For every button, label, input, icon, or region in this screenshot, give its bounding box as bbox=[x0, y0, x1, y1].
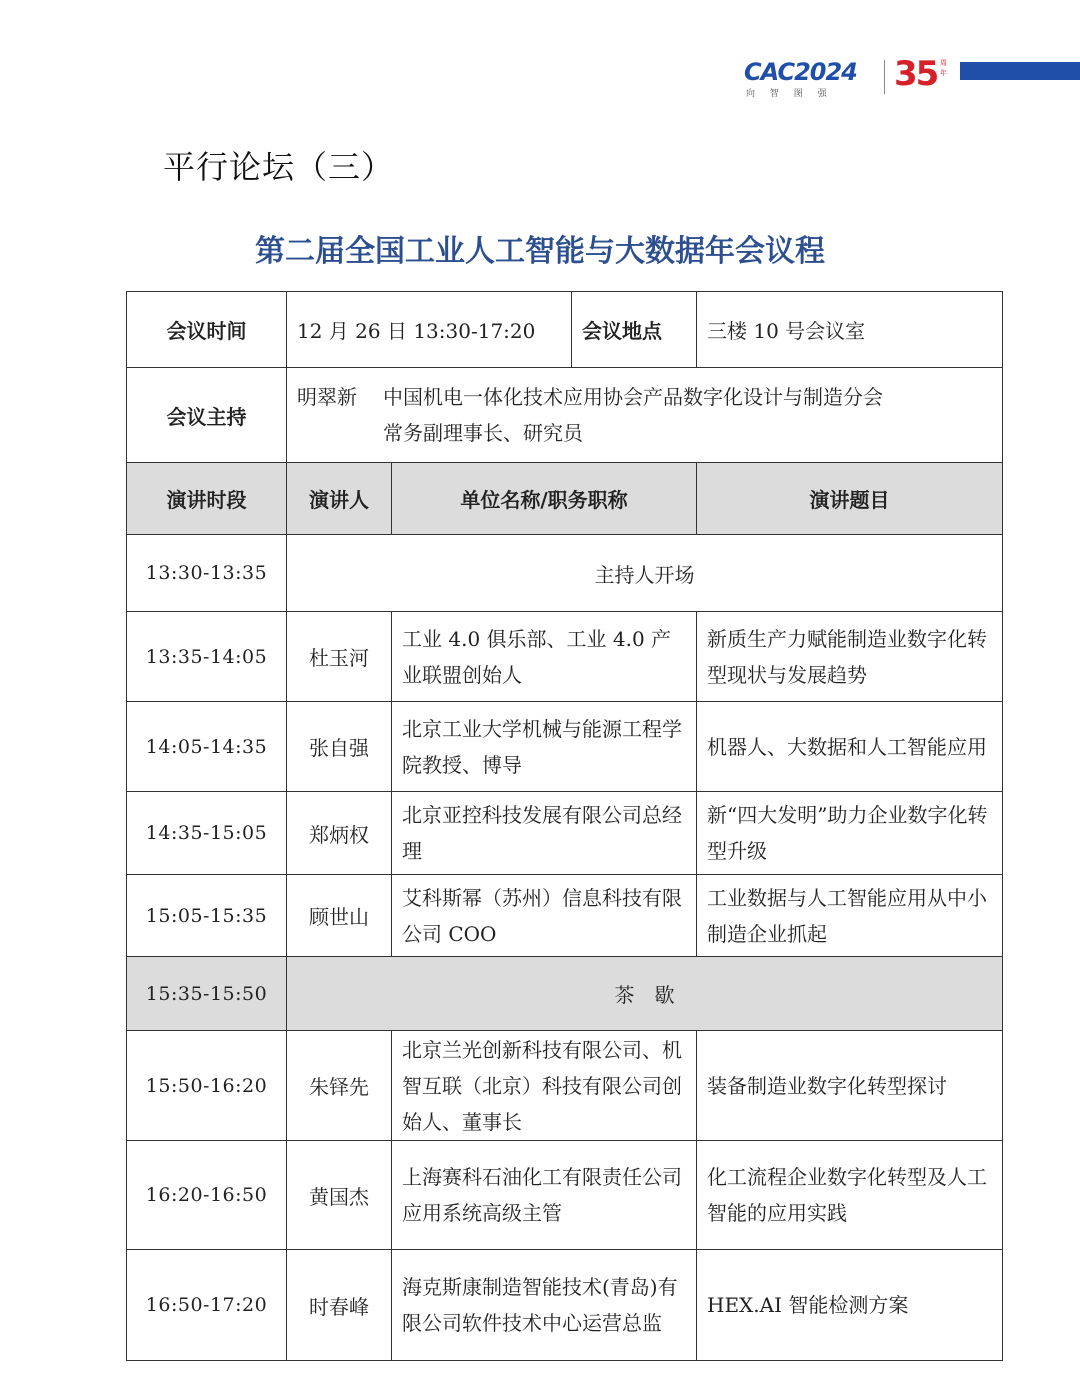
row-org: 工业 4.0 俱乐部、工业 4.0 产业联盟创始人 bbox=[392, 612, 697, 702]
anniversary-sup: 周年 bbox=[940, 59, 947, 77]
host-row bbox=[127, 368, 1003, 463]
row-topic: 新质生产力赋能制造业数字化转型现状与发展趋势 bbox=[697, 612, 1003, 702]
row-speaker: 时春峰 bbox=[287, 1250, 392, 1361]
row-full: 茶 歇 bbox=[287, 957, 1003, 1031]
row-topic: 工业数据与人工智能应用从中小制造企业抓起 bbox=[697, 875, 1003, 957]
row-time: 13:30-13:35 bbox=[127, 535, 287, 612]
host-label: 会议主持 bbox=[127, 368, 287, 463]
host-name: 明翠新 bbox=[297, 385, 357, 409]
time-value: 12 月 26 日 13:30-17:20 bbox=[287, 292, 572, 368]
row-topic: HEX.AI 智能检测方案 bbox=[697, 1250, 1003, 1361]
row-time: 15:05-15:35 bbox=[127, 875, 287, 957]
host-title-line2: 常务副理事长、研究员 bbox=[383, 421, 583, 445]
host-title-line1: 中国机电一体化技术应用协会产品数字化设计与制造分会 bbox=[383, 385, 883, 409]
agenda-row bbox=[127, 1250, 1003, 1361]
header-accent-bar bbox=[960, 62, 1080, 80]
row-speaker: 朱铎先 bbox=[287, 1031, 392, 1141]
row-topic: 化工流程企业数字化转型及人工智能的应用实践 bbox=[697, 1141, 1003, 1250]
row-time: 16:20-16:50 bbox=[127, 1141, 287, 1250]
row-topic: 新“四大发明”助力企业数字化转型升级 bbox=[697, 792, 1003, 875]
logo-text: CAC2024 bbox=[744, 58, 857, 86]
row-speaker: 顾世山 bbox=[287, 875, 392, 957]
row-org: 艾科斯幂（苏州）信息科技有限公司 COO bbox=[392, 875, 697, 957]
row-org: 北京亚控科技发展有限公司总经理 bbox=[392, 792, 697, 875]
agenda-row bbox=[127, 792, 1003, 875]
logo-subtitle: 向 智 图 强 bbox=[746, 89, 833, 99]
row-org: 上海赛科石油化工有限责任公司应用系统高级主管 bbox=[392, 1141, 697, 1250]
anniversary-mark: 35 bbox=[894, 54, 938, 94]
row-time: 14:05-14:35 bbox=[127, 702, 287, 792]
row-org: 海克斯康制造智能技术(青岛)有限公司软件技术中心运营总监 bbox=[392, 1250, 697, 1361]
agenda-row bbox=[127, 702, 1003, 792]
agenda-row-break bbox=[127, 957, 1003, 1031]
meeting-info-row bbox=[127, 292, 1003, 368]
place-label: 会议地点 bbox=[572, 292, 697, 368]
time-label: 会议时间 bbox=[127, 292, 287, 368]
row-topic: 装备制造业数字化转型探讨 bbox=[697, 1031, 1003, 1141]
col-header-topic: 演讲题目 bbox=[697, 463, 1003, 535]
row-speaker: 黄国杰 bbox=[287, 1141, 392, 1250]
row-full: 主持人开场 bbox=[287, 535, 1003, 612]
row-time: 15:50-16:20 bbox=[127, 1031, 287, 1141]
row-time: 13:35-14:05 bbox=[127, 612, 287, 702]
row-speaker: 郑炳权 bbox=[287, 792, 392, 875]
row-time: 16:50-17:20 bbox=[127, 1250, 287, 1361]
agenda-table bbox=[126, 291, 1003, 1361]
agenda-title: 第二届全国工业人工智能与大数据年会议程 bbox=[255, 234, 825, 269]
row-speaker: 杜玉河 bbox=[287, 612, 392, 702]
row-speaker: 张自强 bbox=[287, 702, 392, 792]
agenda-row bbox=[127, 875, 1003, 957]
row-time: 15:35-15:50 bbox=[127, 957, 287, 1031]
row-org: 北京工业大学机械与能源工程学院教授、博导 bbox=[392, 702, 697, 792]
agenda-row bbox=[127, 612, 1003, 702]
place-value: 三楼 10 号会议室 bbox=[697, 292, 1003, 368]
col-header-org: 单位名称/职务职称 bbox=[392, 463, 697, 535]
col-header-time: 演讲时段 bbox=[127, 463, 287, 535]
host-cell bbox=[287, 368, 1003, 463]
row-time: 14:35-15:05 bbox=[127, 792, 287, 875]
agenda-row bbox=[127, 535, 1003, 612]
column-header-row bbox=[127, 463, 1003, 535]
forum-title: 平行论坛（三） bbox=[163, 148, 395, 186]
col-header-speaker: 演讲人 bbox=[287, 463, 392, 535]
row-org: 北京兰光创新科技有限公司、机智互联（北京）科技有限公司创始人、董事长 bbox=[392, 1031, 697, 1141]
row-topic: 机器人、大数据和人工智能应用 bbox=[697, 702, 1003, 792]
agenda-row bbox=[127, 1141, 1003, 1250]
agenda-row bbox=[127, 1031, 1003, 1141]
logo-divider bbox=[884, 60, 885, 94]
